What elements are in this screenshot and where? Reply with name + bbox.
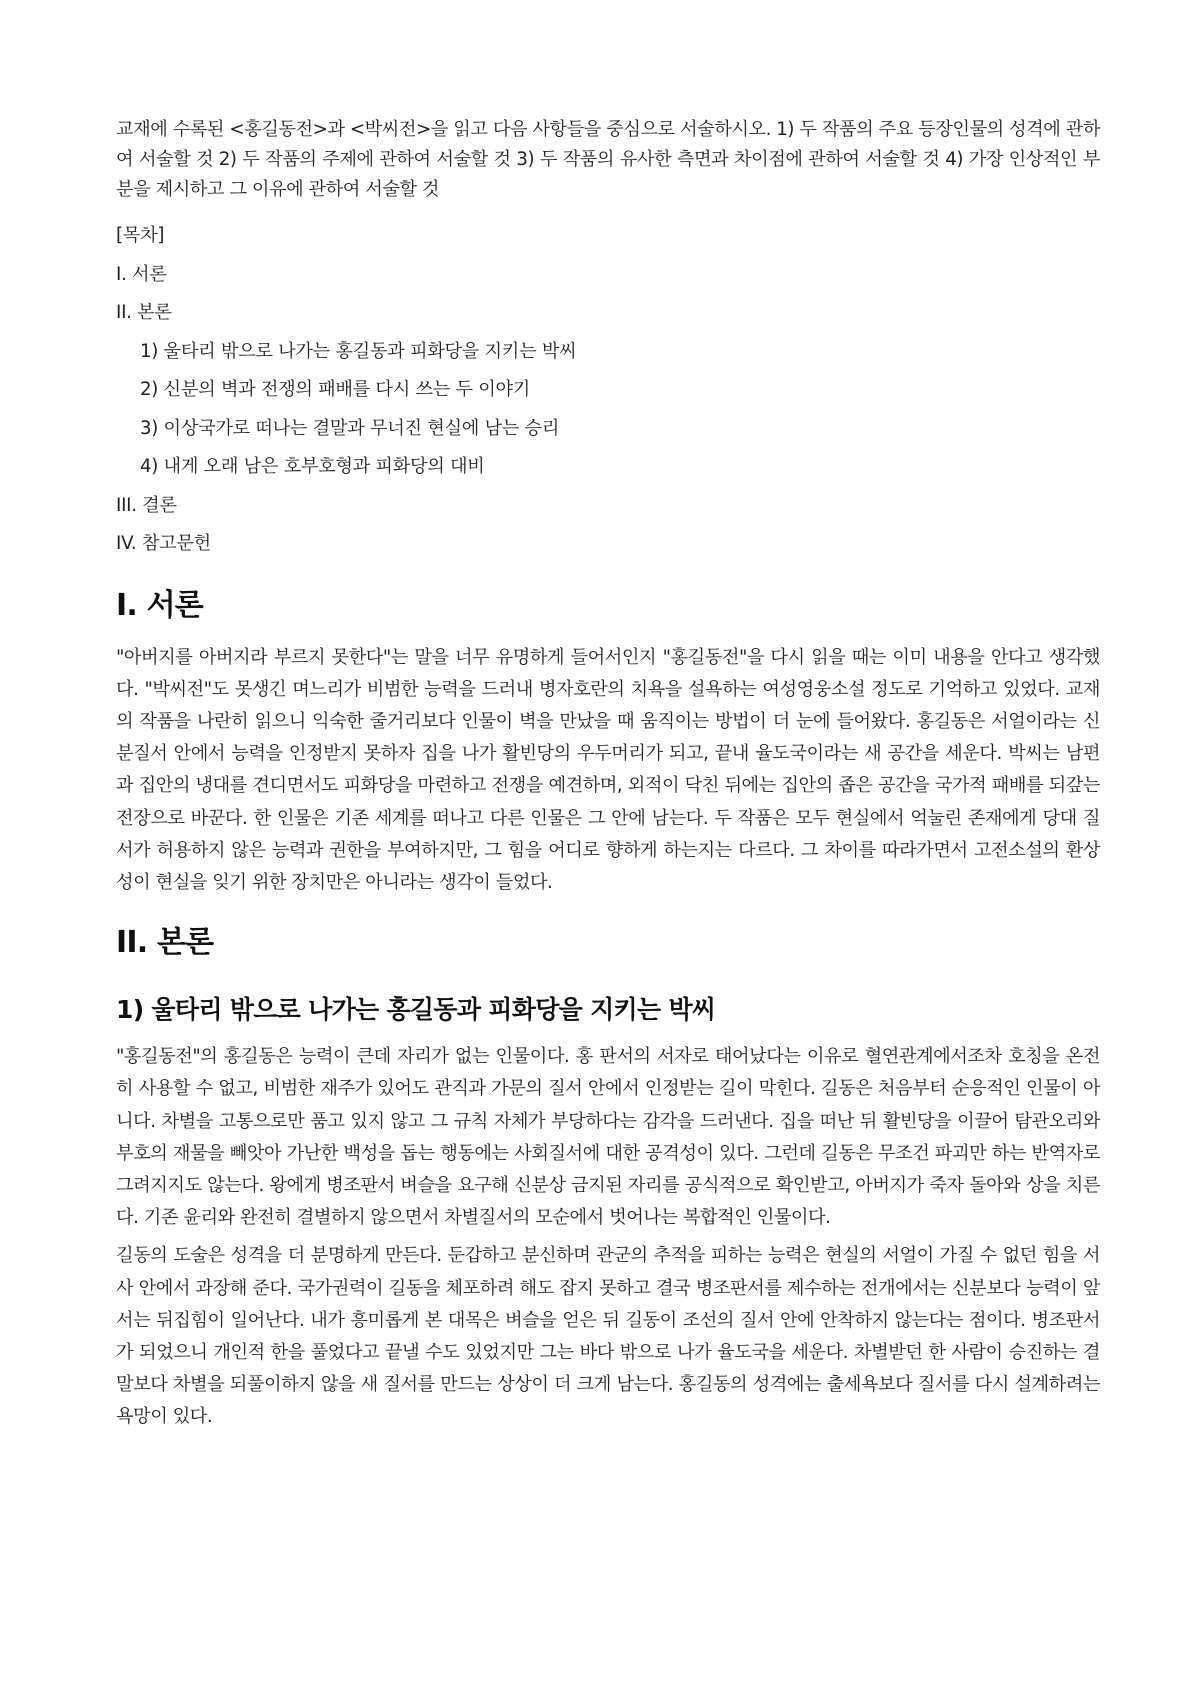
toc-item-body-4: 4) 내게 오래 남은 호부호형과 피화당의 대비 xyxy=(140,456,485,477)
toc-item-body-3: 3) 이상국가로 떠나는 결말과 무너진 현실에 남는 승리 xyxy=(140,417,560,439)
table-of-contents xyxy=(116,217,1100,564)
toc-item-references: IV. 참고문헌 xyxy=(116,533,211,554)
body-heading: II. 본론 xyxy=(116,925,214,961)
toc-item-body-1: 1) 울타리 밖으로 나가는 홍길동과 피화당을 지키는 박씨 xyxy=(140,340,577,362)
assignment-prompt: 교재에 수록된 <홍길동전>과 <박씨전>을 읽고 다음 사항들을 중심으로 서술하시오. 1) 두 작품의 주요 등장인물의 성격에 관하여 서술할 것 2) 두 작품의 주제에 관하여 서술할 것 3) 두 작품의 유사한 측면과 차이점에 관하여 서술할 것 4) 가장 인상적인 부분을 제시하고 그 이유에 관하여 서술할 것 xyxy=(116,119,1100,200)
intro-heading: I. 서론 xyxy=(116,587,203,623)
toc-item-conclusion: III. 결론 xyxy=(116,494,177,516)
toc-item-body: II. 본론 xyxy=(116,302,172,323)
toc-heading: [목차] xyxy=(116,225,165,246)
toc-item-body-2: 2) 신분의 벽과 전쟁의 패배를 다시 쓰는 두 이야기 xyxy=(140,379,531,400)
body-subheading-1: 1) 울타리 밖으로 나가는 홍길동과 피화당을 지키는 박씨 xyxy=(116,995,716,1025)
intro-paragraph: "아버지를 아버지라 부르지 못한다"는 말을 너무 유명하게 들어서인지 "홍길동전"을 다시 읽을 때는 이미 내용을 안다고 생각했다. "박씨전"도 못생긴 며느리가 비범한 능력을 드러내 병자호란의 치욕을 설욕하는 여성영웅소설 정도로 기억하고 있었다. 교재의 작품을 나란히 읽으니 익숙한 줄거리보다 인물이 벽을 만났을 때 움직이는 방법이 더 눈에 들어왔다. 홍길동은 서얼이라는 신분질서 안에서 능력을 인정받지 못하자 집을 나가 활빈당의 우두머리가 되고, 끝내 율도국이라는 새 공간을 세운다. 박씨는 남편과 집안의 냉대를 견디면서도 피화당을 마련하고 전쟁을 예견하며, 외적이 닥친 뒤에는 집안의 좁은 공간을 국가적 패배를 되갚는 전장으로 바꾼다. 한 인물은 기존 세계를 떠나고 다른 인물은 그 안에 남는다. 두 작품은 모두 현실에서 억눌린 존재에게 당대 질서가 허용하지 않은 능력과 권한을 부여하지만, 그 힘을 어디로 향하게 하는지는 다르다. 그 차이를 따라가면서 고전소설의 환상성이 현실을 잊기 위한 장치만은 아니라는 생각이 들었다. xyxy=(116,646,1100,893)
body-paragraph: 길동의 도술은 성격을 더 분명하게 만든다. 둔갑하고 분신하며 관군의 추적을 피하는 능력은 현실의 서얼이 가질 수 없던 힘을 서사 안에서 과장해 준다. 국가권력이 길동을 체포하려 해도 잡지 못하고 결국 병조판서를 제수하는 전개에서는 신분보다 능력이 앞서는 뒤집힘이 일어난다. 내가 흥미롭게 본 대목은 벼슬을 얻은 뒤 길동이 조선의 질서 안에 안착하지 않는다는 점이다. 병조판서가 되었으니 개인적 한을 풀었다고 끝낼 수도 있었지만 그는 바다 밖으로 나가 율도국을 세운다. 차별받던 한 사람이 승진하는 결말보다 차별을 되풀이하지 않을 새 질서를 만드는 상상이 더 크게 남는다. 홍길동의 성격에는 출세욕보다 질서를 다시 설계하려는 욕망이 있다. xyxy=(116,1245,1100,1428)
body-paragraph: "홍길동전"의 홍길동은 능력이 큰데 자리가 없는 인물이다. 홍 판서의 서자로 태어났다는 이유로 혈연관계에서조차 호칭을 온전히 사용할 수 없고, 비범한 재주가 있어도 관직과 가문의 질서 안에서 인정받는 길이 막힌다. 길동은 처음부터 순응적인 인물이 아니다. 차별을 고통으로만 품고 있지 않고 그 규칙 자체가 부당하다는 감각을 드러낸다. 집을 떠난 뒤 활빈당을 이끌어 탐관오리와 부호의 재물을 빼앗아 가난한 백성을 돕는 행동에는 사회질서에 대한 공격성이 있다. 그런데 길동은 무조건 파괴만 하는 반역자로 그려지지도 않는다. 왕에게 병조판서 벼슬을 요구해 신분상 금지된 자리를 공식적으로 확인받고, 아버지가 죽자 돌아와 상을 치른다. 기존 윤리와 완전히 결별하지 않으면서 차별질서의 모순에서 벗어나는 복합적인 인물이다. xyxy=(116,1046,1100,1229)
document-page xyxy=(116,115,1100,1440)
toc-item-intro: I. 서론 xyxy=(116,263,167,285)
